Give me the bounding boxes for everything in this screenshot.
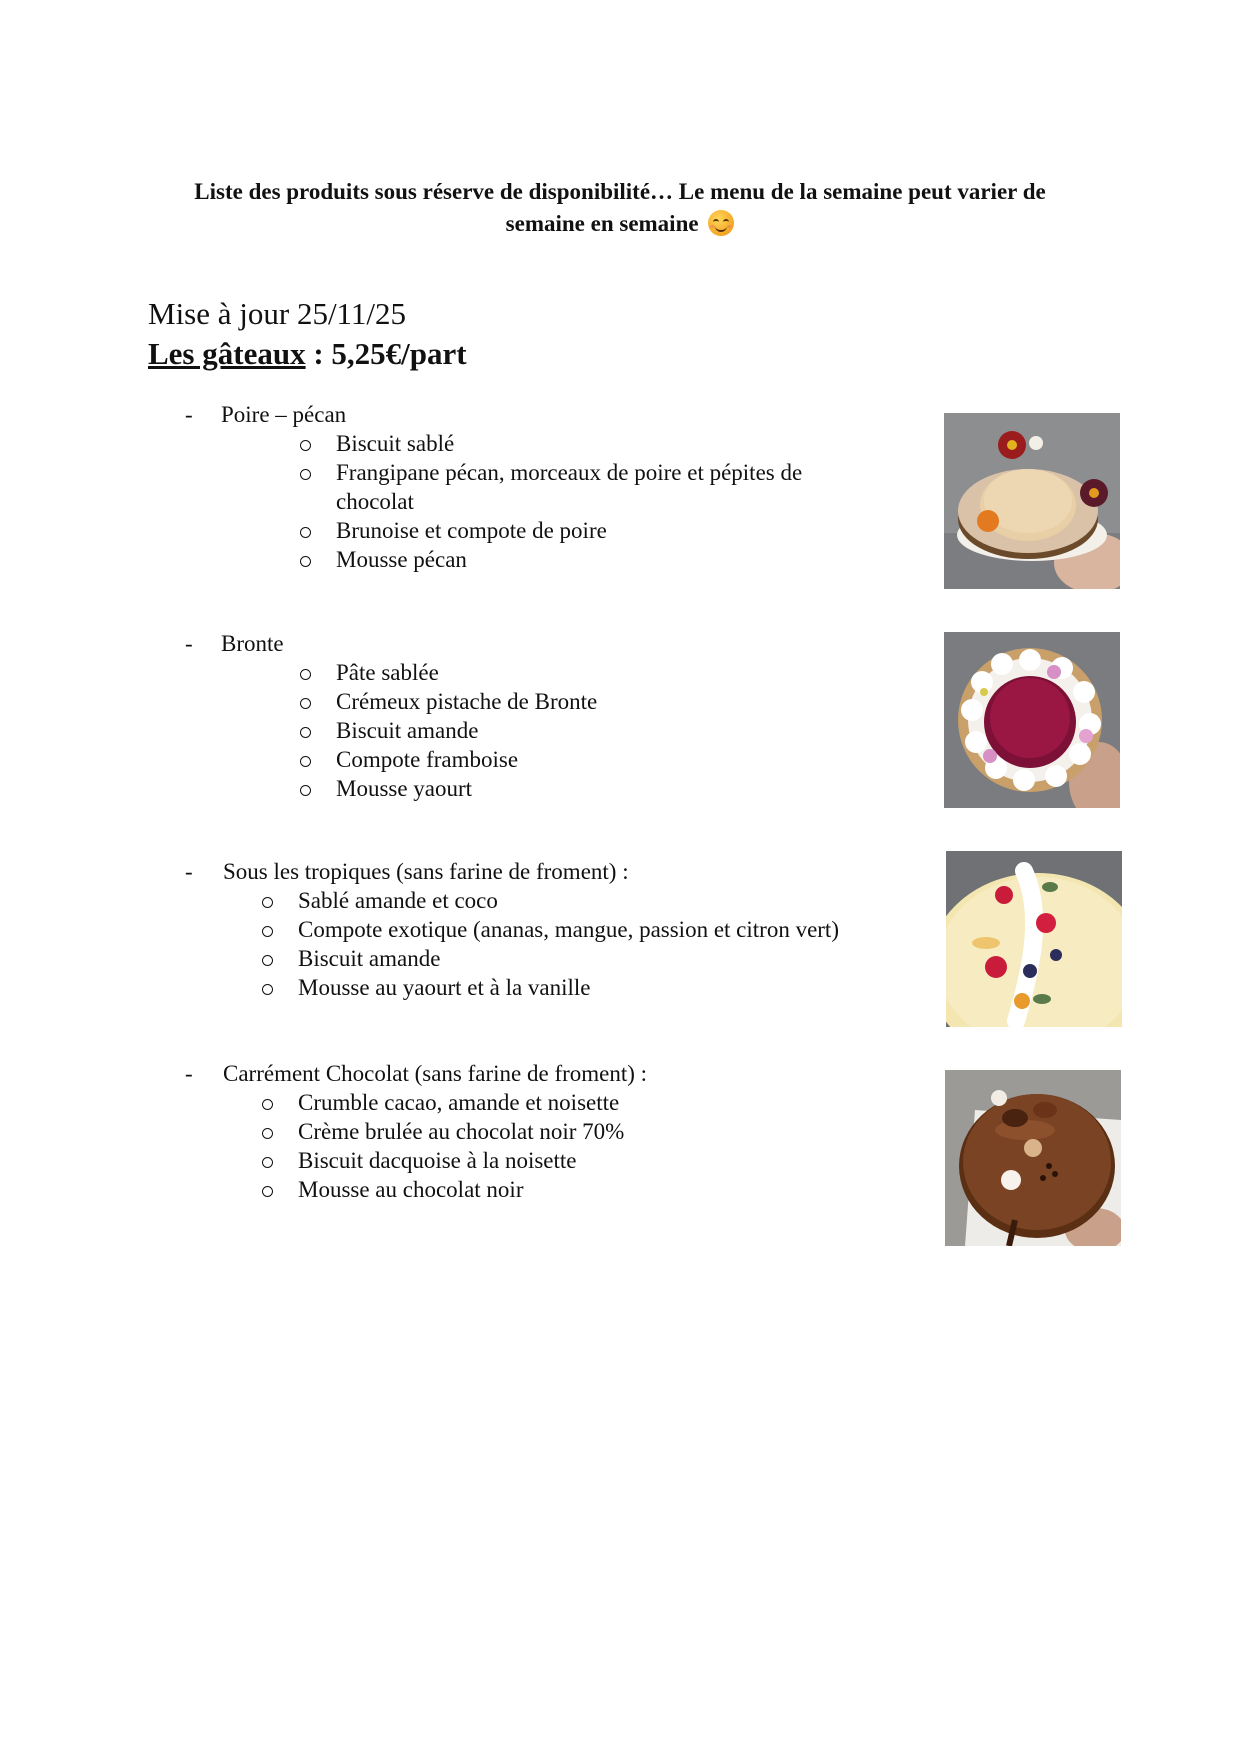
bullet-icon — [300, 556, 311, 567]
component-list — [300, 429, 860, 574]
component-text: Mousse au yaourt et à la vanille — [298, 975, 591, 1000]
component-item — [262, 1175, 922, 1204]
component-item — [262, 886, 922, 915]
component-text: Crémeux pistache de Bronte — [336, 689, 598, 714]
component-item — [262, 973, 922, 1002]
component-item — [300, 658, 860, 687]
bullet-icon — [300, 669, 311, 680]
bullet-icon — [300, 527, 311, 538]
component-item — [300, 545, 860, 574]
bullet-icon — [300, 727, 311, 738]
component-text: Compote framboise — [336, 747, 519, 772]
component-text: Crumble cacao, amande et noisette — [298, 1090, 620, 1115]
component-text: Biscuit amande — [298, 946, 441, 971]
cake-name: Sous les tropiques (sans farine de froment) : — [223, 859, 629, 884]
component-text: Mousse pécan — [336, 547, 467, 572]
bullet-icon — [262, 955, 273, 966]
cake-name: Bronte — [221, 631, 284, 656]
cake-photo-sous-les-tropiques — [946, 851, 1122, 1027]
list-dash: - — [185, 402, 193, 427]
notice-line-2-text: semaine en semaine — [505, 211, 699, 236]
bullet-icon — [300, 469, 311, 480]
component-text: Mousse au chocolat noir — [298, 1177, 524, 1202]
bullet-icon — [262, 984, 273, 995]
list-dash: - — [185, 1061, 193, 1086]
cake-photo-carrement-chocolat — [945, 1070, 1121, 1246]
bullet-icon — [300, 698, 311, 709]
heading-price: : 5,25€/part — [305, 336, 467, 371]
component-text: Biscuit dacquoise à la noisette — [298, 1148, 577, 1173]
component-item — [300, 429, 860, 458]
cake-photo-poire-pecan — [944, 413, 1120, 589]
component-item — [300, 716, 860, 745]
list-dash: - — [185, 859, 193, 884]
component-text: Mousse yaourt — [336, 776, 473, 801]
cake-photo-bronte — [944, 632, 1120, 808]
component-item — [262, 1088, 922, 1117]
component-item — [300, 687, 860, 716]
component-text: Compote exotique (ananas, mangue, passion et citron vert) — [298, 917, 839, 942]
component-item — [300, 774, 860, 803]
notice-line-1: Liste des produits sous réserve de disponibilité… Le menu de la semaine peut varier de — [194, 179, 1046, 204]
component-text: Sablé amande et coco — [298, 888, 498, 913]
bullet-icon — [262, 1157, 273, 1168]
notice-line-2 — [140, 208, 1100, 240]
bullet-icon — [262, 1186, 273, 1197]
component-text: Brunoise et compote de poire — [336, 518, 607, 543]
component-text: Biscuit sablé — [336, 431, 455, 456]
component-list — [262, 886, 922, 1002]
component-text: Pâte sablée — [336, 660, 439, 685]
component-item — [262, 944, 922, 973]
component-text: Frangipane pécan, morceaux de poire et pépites de chocolat — [336, 460, 803, 514]
component-item — [262, 1146, 922, 1175]
cake-name: Poire – pécan — [221, 402, 347, 427]
component-list — [300, 658, 860, 803]
list-dash: - — [185, 631, 193, 656]
component-text: Crème brulée au chocolat noir 70% — [298, 1119, 625, 1144]
bullet-icon — [262, 1099, 273, 1110]
component-item — [300, 516, 860, 545]
component-item — [300, 458, 860, 516]
bullet-icon — [300, 756, 311, 767]
component-text: Biscuit amande — [336, 718, 479, 743]
component-item — [262, 915, 922, 944]
cake-name: Carrément Chocolat (sans farine de froment) : — [223, 1061, 648, 1086]
component-item — [300, 745, 860, 774]
availability-notice — [140, 176, 1100, 240]
component-item — [262, 1117, 922, 1146]
bullet-icon — [262, 897, 273, 908]
smiling-face-icon — [708, 210, 734, 236]
update-date: Mise à jour 25/11/25 — [148, 296, 407, 331]
component-list — [262, 1088, 922, 1204]
bullet-icon — [300, 785, 311, 796]
bullet-icon — [300, 440, 311, 451]
heading-label: Les gâteaux — [148, 336, 306, 371]
section-heading — [148, 336, 467, 372]
bullet-icon — [262, 1128, 273, 1139]
bullet-icon — [262, 926, 273, 937]
